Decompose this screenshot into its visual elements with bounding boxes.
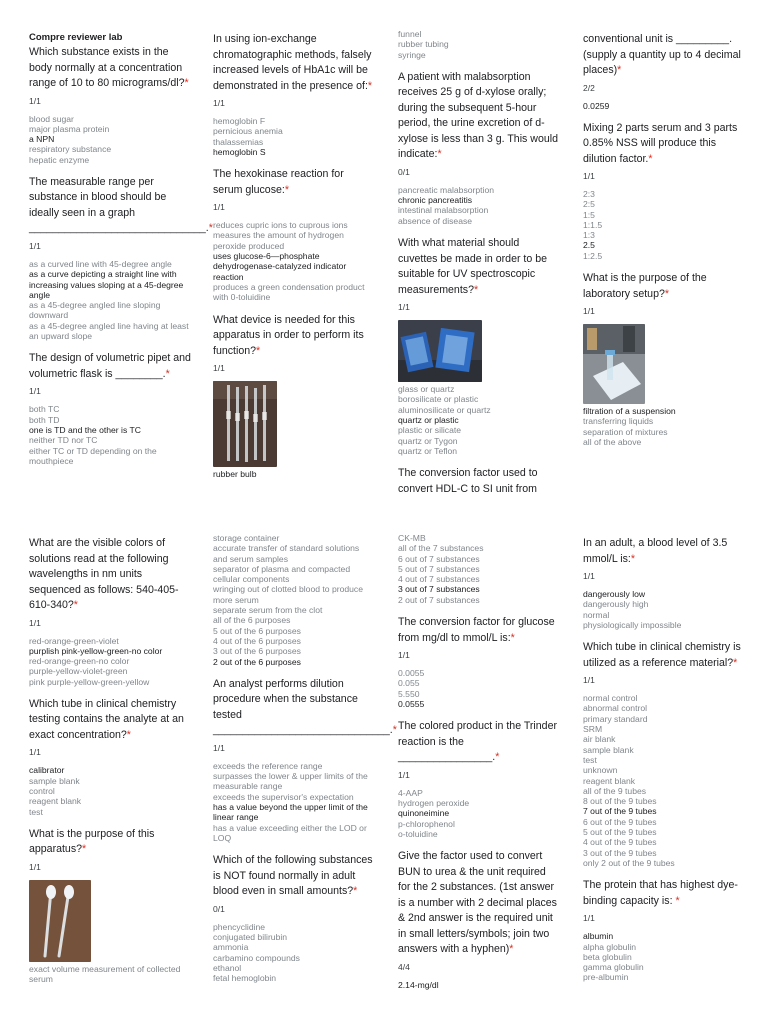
option[interactable]: transferring liquids [583,416,654,427]
question-text: In using ion-exchange chromatographic methods, falsely increased levels of HbA1c will be demonstrated in the presence of:* [213,33,373,92]
option[interactable]: 5.550 [398,688,420,699]
option[interactable]: 1:5 [583,209,595,220]
option[interactable]: 4 out of the 6 purposes [213,635,301,646]
option[interactable]: 4 out of 7 substances [398,574,480,585]
cuvette-photo [398,320,482,382]
options-list [398,384,560,456]
question-block [583,878,745,982]
option[interactable]: 1:2.5 [583,250,603,261]
option-selected[interactable]: filtration of a suspension [583,406,676,417]
option[interactable]: aluminosilicate or quartz [398,404,491,415]
score: 1/1 [29,861,41,872]
option[interactable]: as a 45-degree angled line having at least an upward slope [29,320,189,342]
option[interactable]: has a value exceeding either the LOD or LOQ [213,822,367,843]
option[interactable]: as a curved line with 45-degree angle [29,258,172,269]
option[interactable]: carbamino compounds [213,952,300,963]
question-text: Mixing 2 parts serum and 3 parts 0.85% NSS will produce this dilution factor.* [583,121,738,165]
option[interactable]: alpha globulin [583,941,637,952]
option[interactable]: all of the 7 substances [398,543,484,554]
options-list [213,922,375,984]
option[interactable]: reagent blank [583,775,636,786]
option[interactable]: red-orange-green-violet [29,635,119,646]
option[interactable]: sample blank [29,775,80,786]
option[interactable]: gamma globulin [583,962,644,973]
option[interactable]: 5 out of 7 substances [398,563,480,574]
option[interactable]: o-toluidine [398,828,438,839]
score: 1/1 [29,747,41,758]
question-text: The conversion factor used to convert HDL-C to SI unit from [398,467,538,495]
column-4 [583,32,745,457]
question-block [29,536,191,687]
question-block [398,236,560,456]
score: 1/1 [213,98,225,108]
options-list-continued [213,533,375,667]
question-text: In an adult, a blood level of 3.5 mmol/L is:* [583,537,728,565]
option[interactable]: absence of disease [398,215,473,226]
options-list [583,406,745,447]
score: 1/1 [583,913,595,924]
option[interactable]: hepatic enzyme [29,154,90,165]
question-block [29,175,213,342]
option[interactable]: quartz or Tygon [398,435,458,446]
score: 0/1 [398,166,410,177]
option[interactable]: 0.0055 [398,668,425,679]
question-text: What is the purpose of this apparatus?* [29,827,155,856]
question-text: A patient with malabsorption receives 25 g of d-xylose orally; during the subsequent 5-hour period, the urine excretion of d-xylose is less than 3 g. This would indicate:* [398,70,558,161]
option[interactable]: neither TD nor TC [29,435,98,446]
transfer-pipette-photo [29,880,91,962]
answer-text: 2.14-mg/dl [398,979,439,990]
options-list [29,114,191,165]
option[interactable]: primary standard [583,713,648,724]
column-8 [583,536,745,993]
options-list [29,636,191,687]
option-selected[interactable]: 3 out of 7 substances [398,584,480,595]
question-block [398,719,560,839]
option[interactable]: quartz or Teflon [398,445,458,456]
option[interactable]: 6 out of the 9 tubes [583,816,657,827]
score: 1/1 [583,571,595,581]
lab-setup-photo [583,324,645,404]
option-selected[interactable]: has a value beyond the upper limit of the linear range [213,802,368,823]
question-block [398,849,560,990]
option[interactable]: 5 out of the 6 purposes [213,625,301,636]
score: 1/1 [29,95,41,106]
score: 0/1 [213,903,225,914]
option[interactable]: rubber tubing [398,39,449,50]
option[interactable]: hydrogen peroxide [398,798,470,809]
option[interactable]: wringing out of clotted blood to produce more serum [213,584,364,605]
question-block [213,32,375,157]
option[interactable]: 3 out of the 9 tubes [583,847,657,858]
question-text: The design of volumetric pipet and volumetric flask is ________.* [29,352,191,380]
option[interactable]: 8 out of the 9 tubes [583,796,657,807]
option[interactable]: purple-yellow-violet-green [29,666,128,677]
option[interactable]: all of the above [583,436,642,447]
option[interactable]: red-orange-green-no color [29,656,130,667]
option[interactable]: exact volume measurement of collected serum [29,963,181,985]
option-selected[interactable]: as a curve depicting a straight line with increasing values sloping at a 45-degree angle [29,269,184,300]
question-text: The colored product in the Trinder reaction is the ________________.* [398,720,557,764]
question-text: The hexokinase reaction for serum glucose:* [213,168,344,196]
option[interactable]: thalassemias [213,136,264,147]
option-selected[interactable]: a NPN [29,134,55,145]
options-list [29,964,191,985]
options-list [398,788,560,839]
option[interactable]: physiologically impossible [583,619,682,630]
option[interactable]: air blank [583,734,616,745]
options-list [398,668,560,709]
question-text: The protein that has highest dye-binding capacity is: * [583,879,738,907]
option[interactable]: reduces cupric ions to cuprous ions [213,220,348,231]
option[interactable]: measures the amount of hydrogen peroxide produced [213,230,344,251]
option[interactable]: syringe [398,49,426,60]
option[interactable]: intestinal malabsorption [398,205,489,216]
question-text: What is the purpose of the laboratory setup?* [583,272,707,300]
option[interactable]: test [583,754,597,765]
question-text: The measurable range per substance in blood should be ideally seen in a graph ______________________________.* [29,175,213,235]
option[interactable]: plastic or silicate [398,425,462,436]
option[interactable]: blood sugar [29,113,74,124]
option[interactable]: abnormal control [583,703,648,714]
question-block [29,697,191,817]
option[interactable]: only 2 out of the 9 tubes [583,857,675,868]
question-text: conventional unit is _________. (supply a quantity up to 4 decimal places)* [583,33,741,76]
option[interactable]: conjugated bilirubin [213,932,288,943]
option[interactable]: normal control [583,693,638,704]
options-list-continued [398,533,560,605]
question-block [583,271,745,447]
option[interactable]: pernicious anemia [213,126,283,137]
option[interactable]: ethanol [213,962,242,973]
option[interactable]: pink purple-yellow-green-yellow [29,676,150,687]
option-selected[interactable]: 2.5 [583,240,595,251]
option[interactable]: accurate transfer of standard solutions and serum samples [213,543,360,564]
option-selected[interactable]: quartz or plastic [398,414,459,425]
option-selected[interactable]: one is TD and the other is TC [29,424,141,435]
option-selected[interactable]: quinoneimine [398,808,450,819]
option[interactable]: separation of mixtures [583,426,668,437]
option[interactable]: exceeds the supervisor's expectation [213,791,354,802]
question-block [213,313,375,480]
option-selected[interactable]: calibrator [29,765,65,776]
question-text: Which of the following substances is NOT found normally in adult blood even in small amounts?* [213,854,373,898]
option[interactable]: as a 45-degree angled line sloping downward [29,300,161,321]
option[interactable]: pre-albumin [583,972,629,983]
score: 1/1 [213,202,225,213]
options-list [29,259,191,341]
question-block [398,615,560,709]
score: 2/2 [583,82,595,93]
question-block [29,45,191,165]
question-text: Which substance exists in the body normally at a concentration range of 10 to 80 micrograms/dl?* [29,46,189,89]
options-list [213,469,375,479]
question-block [29,351,191,466]
option[interactable]: all of the 6 purposes [213,615,291,626]
options-list [29,404,191,466]
option[interactable]: control [29,786,55,797]
question-text: An analyst performs dilution procedure when the substance tested ______________________________.* [213,677,397,737]
option-selected[interactable]: 0.0555 [398,698,425,709]
document-title: Compre reviewer lab [29,32,123,43]
score: 1/1 [29,240,41,251]
options-list [583,189,745,261]
question-text: With what material should cuvettes be made in order to be suitable for UV spectroscopic measurements?* [398,237,547,296]
score: 1/1 [29,617,41,628]
question-block [583,121,745,262]
option-selected[interactable]: dangerously low [583,589,646,599]
option[interactable]: beta globulin [583,951,632,962]
option-selected[interactable]: hemoglobin S [213,146,266,157]
option[interactable]: 4-AAP [398,787,423,798]
option[interactable]: both TC [29,404,60,415]
options-list [583,589,745,630]
option-selected[interactable]: 2 out of the 6 purposes [213,656,301,667]
options-list [583,931,745,982]
option[interactable]: pancreatic malabsorption [398,184,495,195]
column-3 [398,29,560,501]
question-text: Which tube in clinical chemistry is utilized as a reference material?* [583,641,741,669]
option-selected[interactable]: albumin [583,931,614,942]
pipette-photo [213,381,277,467]
option[interactable]: glass or quartz [398,384,455,395]
options-list [398,185,560,226]
option-selected[interactable]: chronic pancreatitis [398,195,473,206]
question-block [29,827,191,985]
question-block [213,167,375,302]
options-list-continued [398,29,560,60]
option-selected[interactable]: purplish pink-yellow-green-no color [29,645,163,656]
option[interactable]: borosilicate or plastic [398,394,479,405]
options-list [213,220,375,302]
option[interactable]: funnel [398,29,422,39]
options-list [583,693,745,868]
column-6 [213,533,397,994]
option[interactable]: separate serum from the clot [213,605,323,616]
option[interactable]: test [29,806,43,817]
question-text: Give the factor used to convert BUN to urea & the unit required for the 2 substances. (1st answer is a number with 2 decimal places & 2nd answer is the required unit in small letters/symbols; join two answers with a hyphen)* [398,850,557,956]
option[interactable]: storage container [213,533,280,543]
score: 1/1 [398,650,410,661]
option[interactable]: reagent blank [29,796,82,807]
option[interactable]: 1:3 [583,230,595,241]
question-text: Which tube in clinical chemistry testing contains the analyte at an exact concentration?* [29,697,184,741]
options-list [213,116,375,157]
question-block [398,70,560,226]
option[interactable]: surpasses the lower & upper limits of the measurable range [213,771,368,792]
score: 1/1 [583,171,595,181]
option-selected[interactable]: 7 out of the 9 tubes [583,806,657,817]
score: 1/1 [213,742,225,753]
score: 1/1 [29,386,41,397]
score: 1/1 [213,363,225,374]
score: 1/1 [398,769,410,780]
option[interactable]: sample blank [583,744,634,755]
option[interactable]: produces a green condensation product with 0-toluidine [213,281,365,303]
option[interactable]: unknown [583,765,618,776]
question-block [583,536,745,630]
options-list [213,761,375,843]
score: 4/4 [398,961,410,972]
answer-text: 0.0259 [583,100,610,111]
option[interactable]: SRM [583,724,603,735]
options-list [29,765,191,816]
option[interactable]: all of the 9 tubes [583,785,647,796]
question-text: What are the visible colors of solutions read at the following wavelengths in nm units sequenced as follows: 540-405-610-340?* [29,537,179,611]
option[interactable]: separator of plasma and compacted cellular components [213,563,351,585]
option[interactable]: 6 out of 7 substances [398,553,480,564]
option[interactable]: exceeds the reference range [213,760,323,771]
option[interactable]: both TD [29,414,60,425]
column-1 [29,32,213,476]
column-2 [213,32,375,489]
question-block [213,853,375,983]
option[interactable]: hemoglobin F [213,116,266,126]
option[interactable]: 5 out of the 9 tubes [583,827,657,838]
score: 1/1 [583,675,595,686]
option[interactable]: 4 out of the 9 tubes [583,837,657,848]
score: 1/1 [583,306,595,317]
option-selected[interactable]: rubber bulb [213,469,257,480]
option[interactable]: 3 out of the 6 purposes [213,646,301,657]
question-block [583,640,745,868]
column-5 [29,536,191,995]
question-text: The conversion factor for glucose from mg/dl to mmol/L is:* [398,616,555,644]
option[interactable]: either TC or TD depending on the mouthpiece [29,445,157,466]
option-selected[interactable]: uses glucose-6—phosphate dehydrogenase-catalyzed indicator reaction [213,251,347,282]
option[interactable]: p-chlorophenol [398,818,455,829]
option[interactable]: 2:5 [583,199,595,210]
option[interactable]: 1:1.5 [583,219,603,230]
option[interactable]: CK-MB [398,533,426,543]
option[interactable]: 2:3 [583,189,595,199]
option[interactable]: ammonia [213,942,249,953]
option[interactable]: 0.055 [398,678,420,689]
option[interactable]: phencyclidine [213,921,266,932]
question-block [213,677,397,843]
score: 1/1 [398,302,410,313]
question-text: What device is needed for this apparatus in order to perform its function?* [213,313,364,357]
option[interactable]: dangerously high [583,599,649,610]
option[interactable]: fetal hemoglobin [213,973,277,984]
option[interactable]: major plasma protein [29,123,110,134]
column-7 [398,533,560,1000]
option[interactable]: 2 out of 7 substances [398,594,480,605]
option[interactable]: respiratory substance [29,144,112,155]
option[interactable]: normal [583,609,610,620]
